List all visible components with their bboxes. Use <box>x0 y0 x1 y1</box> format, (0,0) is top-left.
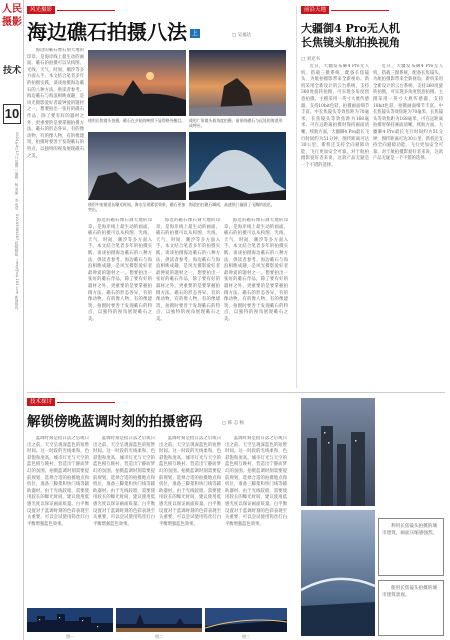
logo-bottom-text: 摄影 <box>2 17 22 28</box>
photo-rock-sunset-2 <box>189 50 286 116</box>
article3-body-col2: 蓝调时刻是指日落之后或日出之前，天空呈现深蓝色的短暂时间。这一时段的光线柔和，色彩饱和度高，城市灯光与天空的蓝色相互映衬，营造出宁静而梦幻的氛围。拍摄蓝调时刻需要提前规划，选择合适的拍摄地点和机位，准备三脚架和快门线等辅助器材。由于光线较暗，需要使用较长的曝光时间，建议使用低感光度以保证画面质量。白平衡设置对于蓝调时刻的色彩表现至关重要，可以尝试使用钨丝灯白平衡增强蓝色效果。 <box>93 436 155 527</box>
figure-label-2: 图二 <box>155 634 163 639</box>
article3-body-col1: 蓝调时刻是指日落之后或日出之前，天空呈现深蓝色的短暂时间。这一时段的光线柔和，色彩饱和度高，城市灯光与天空的蓝色相互映衬，营造出宁静而梦幻的氛围。拍摄蓝调时刻需要提前规划，选择合适的拍摄地点和机位，准备三脚架和快门线等辅助器材。由于光线较暗，需要使用较长的曝光时间，建议使用低感光度以保证画面质量。白平衡设置对于蓝调时刻的色彩表现至关重要，可以尝试使用钨丝灯白平衡增强蓝色效果。 <box>27 436 89 527</box>
caption-2: 使用广角镜头低角度拍摄，前景的礁石与远处的海浪形成呼应。 <box>189 118 283 129</box>
article2-title-line2: 长焦镜头航拍换视角 <box>301 36 400 49</box>
photo-wave-splash <box>189 132 286 200</box>
photo-drone-city-1 <box>301 398 375 506</box>
article1-byline: □ 吴福达 <box>232 33 252 38</box>
article2-title-line1: 大疆御4 Pro无人机 <box>301 22 400 35</box>
article1-part-badge: 上 <box>192 30 199 37</box>
article3-body-col4: 蓝调时刻是指日落之后或日出之前，天空呈现深蓝色的短暂时间。这一时段的光线柔和，色彩饱和度高，城市灯光与天空的蓝色相互映衬，营造出宁静而梦幻的氛围。拍摄蓝调时刻需要提前规划，选择合适的拍摄地点和机位，准备三脚架和快门线等辅助器材。由于光线较暗，需要使用较长的曝光时间，建议使用低感光度以保证画面质量。白平衡设置对于蓝调时刻的色彩表现至关重要，可以尝试使用钨丝灯白平衡增强蓝色效果。 <box>225 436 287 527</box>
article1-title: 海边礁石拍摄八法 <box>27 20 187 44</box>
caption-box-2: 使用长焦镜头拍摄的城市建筑景观。 <box>378 580 444 636</box>
section-rule <box>27 392 445 393</box>
article2-body-col2: 近日，大疆发布御4 Pro无人机，搭载三摄系统，配备长焦镜头，为航拍摄影带来全新视角。新机采用全新设计的云台系统，支持360度旋转拍摄，可实现多角度创意拍摄。主摄采用一英寸大底传感器，支持10bit色彩，拍摄画面细节丰富。中长焦镜头等效焦距为70毫米，长焦镜头等效焦距为168毫米，可在远距离拍摄时保持画面清晰。续航方面，大疆御4 Pro最长飞行时间约为51分钟，图传距离可达30公里。新机还支持全向避障功能，飞行更加安全可靠。对于航拍摄影爱好者来说，这款产品无疑是一个不错的选择。 <box>373 64 443 162</box>
article1-body: 海边的礁石像石刻大地的印章，是海岸线上最生动的画面。礁石的拍摄可以从构图、光线、天气、时间、潮汐等多方面入手。本文结合笔者多年的拍摄实践，谈谈拍摄海边礁石的八种方法，供读者参考。海边礁石与海浪相映成趣，是风光摄影爱好者最钟爱的题材之一。想要拍出一张好的礁石作品，除了要有好的器材之外，更重要的是要掌握拍摄方法。礁石的形态各异，有的像动物，有的像人物，有的像建筑，拍摄时要善于发现礁石的特点，以独特的视角展现礁石之美。 <box>27 48 84 159</box>
caption-1: 使用长焦镜头拍摄，礁石在夕阳的映照下显得格外醒目。 <box>88 118 186 123</box>
page-number: 10 <box>3 104 21 124</box>
article3-byline: □ 韩 志 杨 <box>222 421 245 426</box>
caption-box-1: 利用长焦镜头拍摄的城市建筑，画面压缩感强烈。 <box>378 518 444 576</box>
caption-3: 使用中灰镜延长曝光时间，海水呈现雾状效果，礁石更加突出。 <box>88 202 186 213</box>
section-tag-landscape: 风光摄影 <box>27 6 55 14</box>
section-tag-frontier: 前沿天地 <box>301 6 329 14</box>
article2-body-col1: 近日，大疆发布御4 Pro无人机，搭载三摄系统，配备长焦镜头，为航拍摄影带来全新视角。新机采用全新设计的云台系统，支持360度旋转拍摄，可实现多角度创意拍摄。主摄采用一英寸大底传感器，支持10bit色彩，拍摄画面细节丰富。中长焦镜头等效焦距为70毫米，长焦镜头等效焦距为168毫米，可在远距离拍摄时保持画面清晰。续航方面，大疆御4 Pro最长飞行时间约为51分钟，图传距离可达30公里。新机还支持全向避障功能，飞行更加安全可靠。对于航拍摄影爱好者来说，这款产品无疑是一个不错的选择。 <box>301 64 369 168</box>
photo-bluehour-3 <box>205 608 287 632</box>
photo-bluehour-2 <box>116 608 202 632</box>
photo-rock-sunset-1 <box>88 50 186 116</box>
article2-byline: □ 刘克书 <box>301 57 321 62</box>
left-rail <box>0 0 24 640</box>
article1-body-col2: 海边的礁石像石刻大地的印章，是海岸线上最生动的画面。礁石的拍摄可以从构图、光线、天气、时间、潮汐等多方面入手。本文结合笔者多年的拍摄实践，谈谈拍摄海边礁石的八种方法，供读者参考。海边礁石与海浪相映成趣，是风光摄影爱好者最钟爱的题材之一。想要拍出一张好的礁石作品，除了要有好的器材之外，更重要的是要掌握拍摄方法。礁石的形态各异，有的像动物，有的像人物，有的像建筑，拍摄时要善于发现礁石的特点，以独特的视角展现礁石之美。 <box>88 218 152 322</box>
section-tag-technique: 技术探讨 <box>27 398 55 406</box>
article2-headline <box>301 22 400 50</box>
rail-section-label: 技术 <box>2 66 21 76</box>
figure-label-3: 图三 <box>242 634 250 639</box>
article3-headline: 解锁傍晚蓝调时刻的拍摄密码 <box>27 414 203 430</box>
masthead-logo <box>2 3 22 55</box>
article1-body-col3: 海边的礁石像石刻大地的印章，是海岸线上最生动的画面。礁石的拍摄可以从构图、光线、天气、时间、潮汐等多方面入手。本文结合笔者多年的拍摄实践，谈谈拍摄海边礁石的八种方法，供读者参考。海边礁石与海浪相映成趣，是风光摄影爱好者最钟爱的题材之一。想要拍出一张好的礁石作品，除了要有好的器材之外，更重要的是要掌握拍摄方法。礁石的形态各异，有的像动物，有的像人物，有的像建筑，拍摄时要善于发现礁石的特点，以独特的视角展现礁石之美。 <box>156 218 220 322</box>
article1-body-col4: 海边的礁石像石刻大地的印章，是海岸线上最生动的画面。礁石的拍摄可以从构图、光线、天气、时间、潮汐等多方面入手。本文结合笔者多年的拍摄实践，谈谈拍摄海边礁石的八种方法，供读者参考。海边礁石与海浪相映成趣，是风光摄影爱好者最钟爱的题材之一。想要拍出一张好的礁石作品，除了要有好的器材之外，更重要的是要掌握拍摄方法。礁石的形态各异，有的像动物，有的像人物，有的像建筑，拍摄时要善于发现礁石的特点，以独特的视角展现礁石之美。 <box>224 218 288 322</box>
photo-rock-longexposure <box>88 132 186 200</box>
photo-bluehour-1 <box>27 608 113 632</box>
photo-drone-bridge <box>301 510 375 636</box>
logo-top-text: 人民 <box>2 4 22 15</box>
rail-meta: 2024年4月17日 星期三 编辑：杨 美编：李 电话：010-65369287 投稿邮箱：rmsy@vip.163.com 新闻热线 <box>15 132 19 310</box>
column-divider <box>296 6 297 388</box>
figure-label-1: 图一 <box>66 634 74 639</box>
caption-4: 海浪拍打礁石瞬间，高速快门凝固了飞溅的浪花。 <box>189 202 275 207</box>
article3-body-col3: 蓝调时刻是指日落之后或日出之前，天空呈现深蓝色的短暂时间。这一时段的光线柔和，色彩饱和度高，城市灯光与天空的蓝色相互映衬，营造出宁静而梦幻的氛围。拍摄蓝调时刻需要提前规划，选择合适的拍摄地点和机位，准备三脚架和快门线等辅助器材。由于光线较暗，需要使用较长的曝光时间，建议使用低感光度以保证画面质量。白平衡设置对于蓝调时刻的色彩表现至关重要，可以尝试使用钨丝灯白平衡增强蓝色效果。 <box>159 436 221 527</box>
article1-headline <box>27 20 200 44</box>
